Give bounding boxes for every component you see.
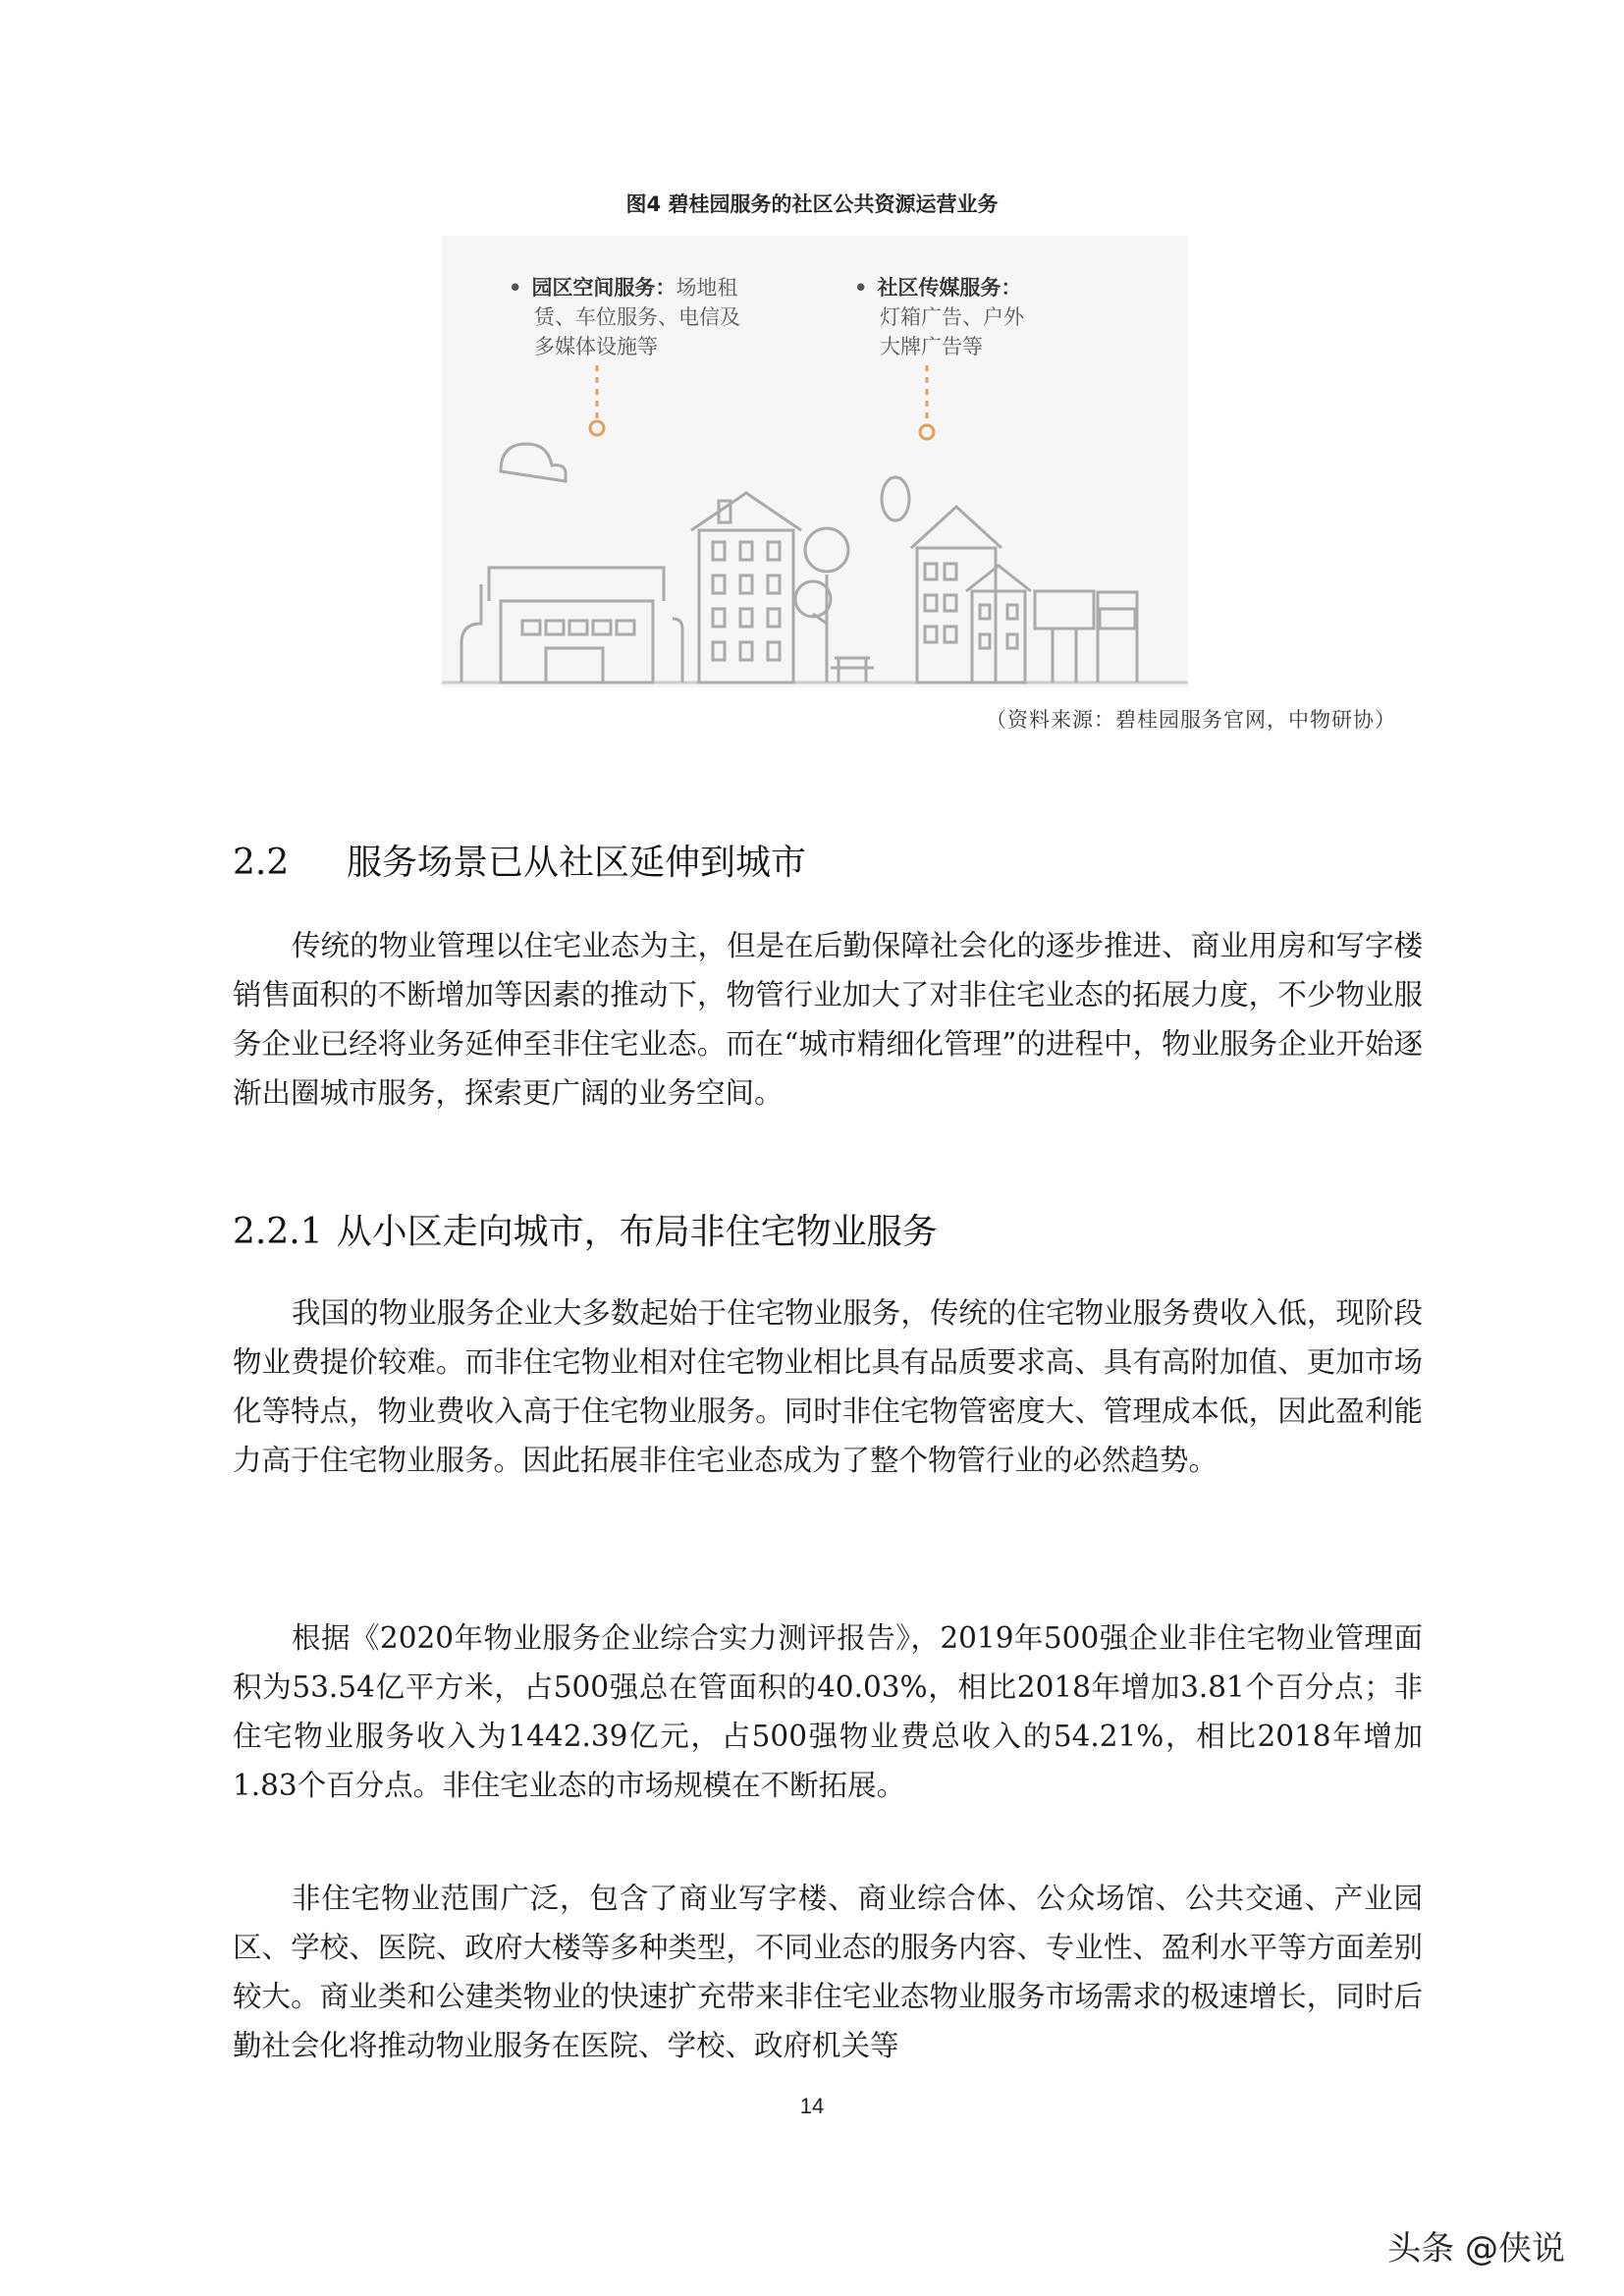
- billboard-legs: [1053, 629, 1076, 683]
- balloon: [882, 477, 909, 520]
- lamp-left: [461, 584, 481, 683]
- cloud: [501, 444, 566, 481]
- house-left-body: [501, 601, 653, 683]
- tree-crown-top: [805, 528, 848, 572]
- community-media-heading: 社区传媒服务：: [877, 276, 1022, 300]
- house-left-door: [546, 648, 603, 683]
- connector-right-dot: [920, 425, 934, 439]
- paragraph-2-2-1-c: 非住宅物业范围广泛，包含了商业写字楼、商业综合体、公众场馆、公共交通、产业园区、学校、医院、政府大楼等多种类型，不同业态的服务内容、专业性、盈利水平等方面差别较大。商业类和公建类物业的快速扩充带来非住宅业态物业服务市场需求的极速增长，同时后勤社会化将推动物业服务在医院、学校、政府机关等: [233, 1882, 1423, 2062]
- community-media-line-1: 灯箱广告、户外: [880, 305, 1024, 329]
- bench: [831, 658, 874, 683]
- signboard: [1100, 609, 1135, 629]
- section-title: 从小区走向城市，布局非住宅物业服务: [336, 1212, 938, 1252]
- lamp-middle: [673, 619, 682, 683]
- figure-illustration: [442, 236, 1188, 687]
- figure-source: （资料来源：碧桂园服务官网，中物研协）: [986, 708, 1396, 732]
- paragraph-2-2: 传统的物业管理以住宅业态为主，但是在后勤保障社会化的逐步推进、商业用房和写字楼销售面积的不断增加等因素的推动下，物管行业加大了对非住宅业态的拓展力度，不少物业服务企业已经将业务延伸至非住宅业态。而在“城市精细化管理”的进程中，物业服务企业开始逐渐出圈城市服务，探索更广阔的业务空间。: [233, 929, 1423, 1110]
- page-number: 14: [799, 2094, 825, 2118]
- bullet-icon: •: [854, 276, 868, 300]
- right-building-roof: [911, 507, 1001, 548]
- bullet-icon: •: [509, 276, 522, 300]
- park-space-line-3: 多媒体设施等: [534, 335, 658, 358]
- paragraph-2-2-1-a: 我国的物业服务企业大多数起始于住宅物业服务，传统的住宅物业服务费收入低，现阶段物业费提价较难。而非住宅物业相对住宅物业相比具有品质要求高、具有高附加值、更加市场化等特点，物业费收入高于住宅物业服务。同时非住宅物管密度大、管理成本低，因此盈利能力高于住宅物业服务。因此拓展非住宅业态成为了整个物管行业的必然趋势。: [233, 1296, 1423, 1477]
- watermark: 头条 @侠说: [1387, 2229, 1565, 2269]
- section-heading-2-2-1: [233, 1204, 938, 1254]
- community-media-line-2: 大牌广告等: [880, 335, 983, 358]
- connector-left-dot: [590, 421, 604, 435]
- park-space-line-2: 赁、车位服务、电信及: [534, 305, 740, 329]
- section-number: 2.2: [233, 843, 290, 883]
- park-space-heading: 园区空间服务：: [531, 276, 677, 300]
- section-number: 2.2.1: [233, 1212, 323, 1252]
- signboard-frame: [1098, 592, 1137, 683]
- figure-title: 图4 碧桂园服务的社区公共资源运营业务: [625, 192, 999, 216]
- townscape-drawing: [442, 236, 1188, 687]
- tall-building-roof: [691, 493, 801, 530]
- billboard: [1035, 591, 1094, 629]
- section-title: 服务场景已从社区延伸到城市: [347, 843, 807, 883]
- small-house-roof: [966, 566, 1031, 591]
- section-heading-2-2: [233, 835, 806, 885]
- park-space-line-1: 场地租: [676, 276, 738, 300]
- house-left-roof: [489, 568, 664, 601]
- tree-trunk: [813, 574, 827, 683]
- paragraph-2-2-1-b: 根据《2020年物业服务企业综合实力测评报告》，2019年500强企业非住宅物业管理面积为53.54亿平方米，占500强总在管面积的40.03%，相比2018年增加3.81个百分点；非住宅物业服务收入为1442.39亿元，占500强物业费总收入的54.21%，相比2018年增加1.83个百分点。非住宅业态的市场规模在不断拓展。: [233, 1621, 1423, 1802]
